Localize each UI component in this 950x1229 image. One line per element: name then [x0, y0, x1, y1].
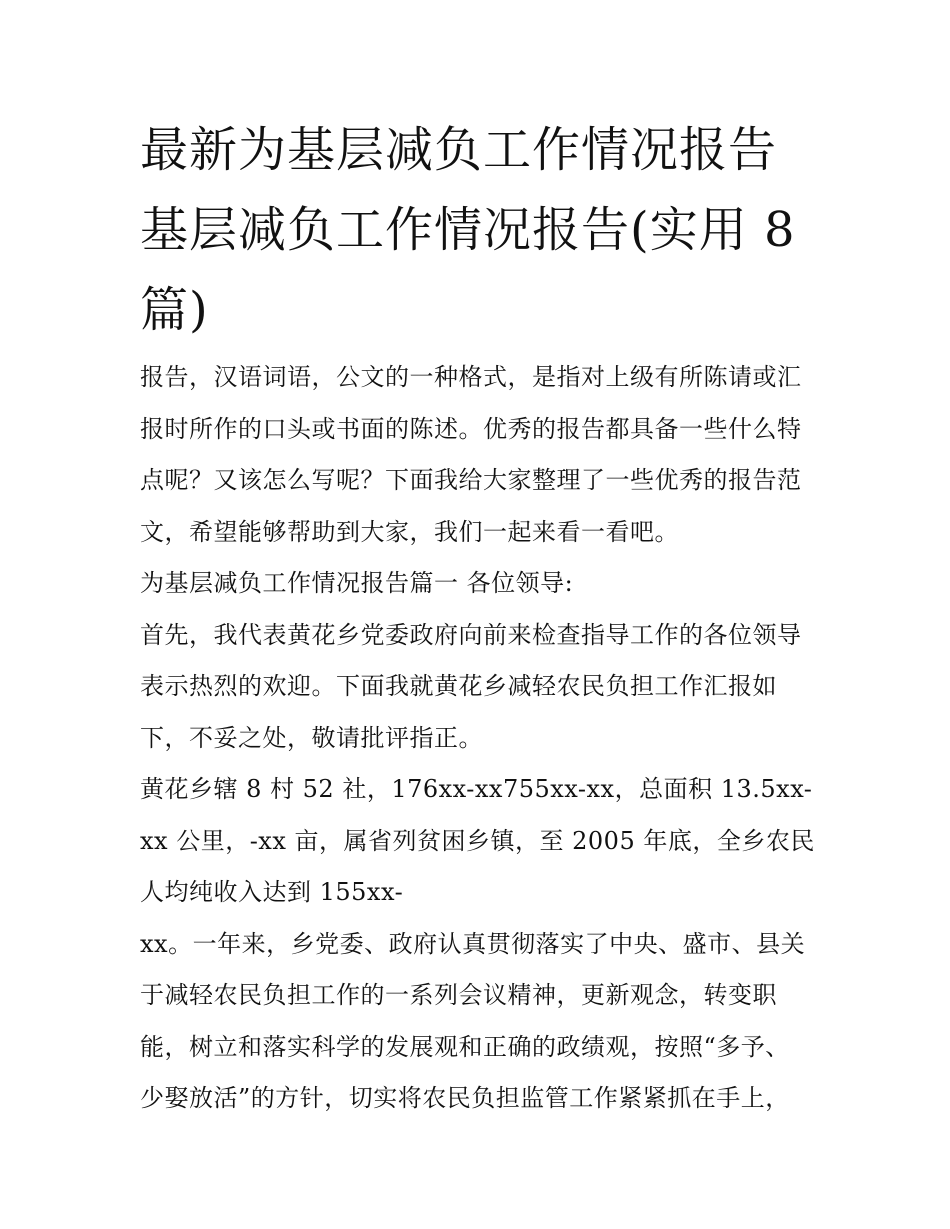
- title-line: 最新为基层减负工作情况报告: [140, 122, 778, 178]
- body-line: xx。一年来，乡党委、政府认真贯彻落实了中央、盛市、县关: [140, 929, 806, 958]
- body-line: xx 公里，-xx 亩，属省列贫困乡镇，至 2005 年底，全乡农民: [140, 826, 815, 855]
- body-line: 黄花乡辖 8 村 52 社，176xx-xx755xx-xx，总面积 13.5xx-: [140, 775, 813, 803]
- body-line: 报告，汉语词语，公文的一种格式，是指对上级有所陈请或汇: [140, 363, 802, 391]
- body-line: 人均纯收入达到 155xx-: [140, 878, 404, 906]
- title-line: 基层减负工作情况报告(实用 8: [140, 202, 796, 258]
- body-line: 下，不妥之处，敬请批评指正。: [140, 723, 483, 752]
- body-line: 于减轻农民负担工作的一系列会议精神，更新观念，转变职: [140, 981, 777, 1009]
- body-line: 表示热烈的欢迎。下面我就黄花乡减轻农民负担工作汇报如: [140, 672, 777, 700]
- body-line: 少娶放活”的方针，切实将农民负担监管工作紧紧抓在手上，: [140, 1084, 790, 1112]
- body-line: 报时所作的口头或书面的陈述。优秀的报告都具备一些什么特: [140, 414, 802, 443]
- body-line: 能，树立和落实科学的发展观和正确的政绩观，按照“多予、: [140, 1032, 790, 1061]
- title-line: 篇): [140, 282, 209, 338]
- body-line: 点呢？又该怎么写呢？下面我给大家整理了一些优秀的报告范: [140, 466, 802, 494]
- body-line: 文，希望能够帮助到大家，我们一起来看一看吧。: [140, 517, 679, 546]
- section-heading-line: 为基层减负工作情况报告篇一 各位领导:: [140, 569, 574, 597]
- body-line: 首先，我代表黄花乡党委政府向前来检查指导工作的各位领导: [140, 620, 802, 649]
- document-body: [140, 352, 820, 1125]
- document-title: [140, 110, 820, 350]
